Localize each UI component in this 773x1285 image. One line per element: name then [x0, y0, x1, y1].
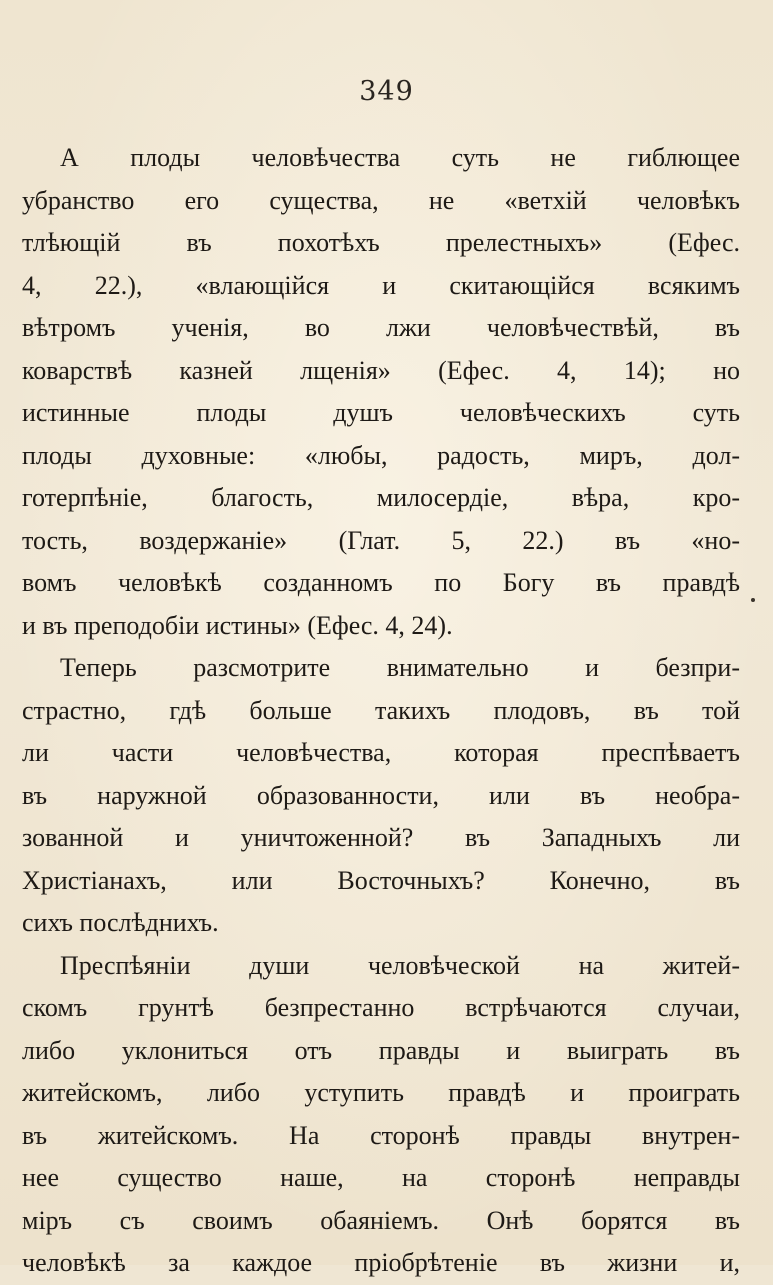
text-line: Теперь разсмотрите внимательно и безпри- [60, 653, 740, 682]
text-line: міръ съ своимъ обаяніемъ. Онѣ борятся въ [22, 1205, 740, 1235]
paragraph-1 [22, 137, 740, 647]
text-line: убранство его существа, не «ветхій человѣкъ [22, 185, 740, 215]
text-line: зованной и уничтоженной? въ Западныхъ ли [22, 823, 740, 852]
paragraph-3 [22, 945, 740, 1285]
ink-speck [751, 598, 755, 602]
text-line: человѣкѣ за каждое пріобрѣтеніе въ жизни и, [22, 1248, 740, 1277]
text-line: А плоды человѣчества суть не гиблющее [60, 143, 740, 172]
text-line: страстно, гдѣ больше такихъ плодовъ, въ той [22, 695, 740, 725]
text-line: коварствѣ казней лщенія» (Ефес. 4, 14); но [22, 355, 740, 385]
paragraph-2 [22, 647, 740, 945]
text-line: вомъ человѣкѣ созданномъ по Богу въ правдѣ [22, 568, 740, 597]
text-line: сихъ послѣднихъ. [22, 908, 219, 937]
text-line: скомъ грунтѣ безпрестанно встрѣчаются случаи, [22, 993, 740, 1022]
text-line: вѣтромъ ученія, во лжи человѣчествѣй, въ [22, 313, 740, 342]
page-number: 349 [359, 76, 414, 107]
text-line: ли части человѣчества, которая преспѣваетъ [22, 738, 740, 767]
text-line: нее существо наше, на сторонѣ неправды [22, 1163, 740, 1192]
text-line: плоды духовные: «любы, радость, миръ, дол- [22, 440, 740, 470]
text-line: истинные плоды душъ человѣческихъ суть [22, 398, 740, 427]
text-line: житейскомъ, либо уступить правдѣ и проиграть [22, 1078, 740, 1107]
text-line: либо уклониться отъ правды и выиграть въ [22, 1035, 740, 1065]
text-line: готерпѣніе, благость, милосердіе, вѣра, кро- [22, 483, 740, 512]
body-text [22, 137, 740, 1285]
text-line: въ наружной образованности, или въ необра- [22, 780, 740, 810]
text-line: и въ преподобіи истины» (Ефес. 4, 24). [22, 610, 453, 640]
text-line: Преспѣяніи души человѣческой на житей- [60, 950, 740, 980]
text-line: тлѣющій въ похотѣхъ прелестныхъ» (Ефес. [22, 228, 740, 257]
text-line: 4, 22.), «влающійся и скитающійся всякимъ [22, 270, 740, 300]
text-line: Христіанахъ, или Восточныхъ? Конечно, въ [22, 865, 740, 895]
text-line: въ житейскомъ. На сторонѣ правды внутрен- [22, 1120, 740, 1150]
text-line: тость, воздержаніе» (Глат. 5, 22.) въ «но- [22, 525, 740, 555]
